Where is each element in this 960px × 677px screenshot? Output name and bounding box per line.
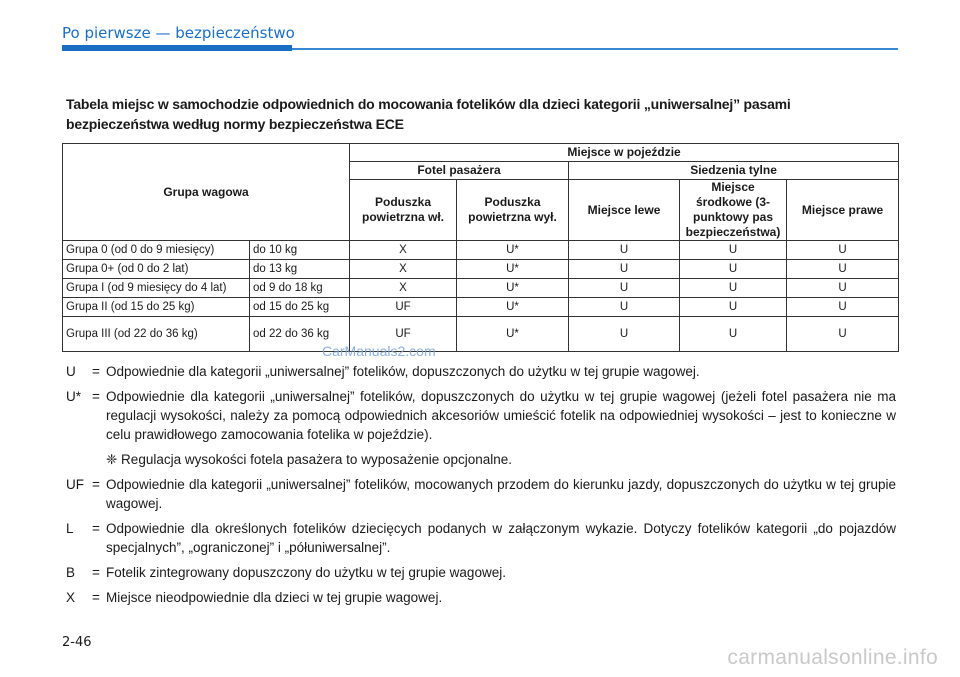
legend-equals: = [92,477,100,492]
cell-weight: od 9 do 18 kg [250,279,350,298]
legend-key: U [66,364,76,379]
cell-weight: od 15 do 25 kg [250,298,350,317]
cell-value: X [350,260,457,279]
legend-item [66,519,896,557]
table-row [63,317,899,352]
cell-value: U [569,279,680,298]
cell-weight: do 13 kg [250,260,350,279]
legend-equals: = [92,389,100,404]
cell-value: U [569,317,680,352]
cell-group: Grupa 0 (od 0 do 9 miesięcy) [63,241,250,260]
cell-value: U [787,279,899,298]
cell-value: UF [350,317,457,352]
cell-value: U [787,298,899,317]
cell-value: U [680,317,787,352]
legend-note: ❈ Regulacja wysokości fotela pasażera to wyposażenie opcjonalne. [106,452,513,467]
header-rear-left: Miejsce lewe [569,180,680,241]
cell-value: U* [457,317,569,352]
header-rear-center: Miejsce środkowe (3-punktowy pas bezpieczeństwa) [680,180,787,241]
legend-equals: = [92,565,100,580]
cell-value: U [569,260,680,279]
cell-value: U [680,279,787,298]
legend-text: Odpowiednie dla kategorii „uniwersalnej” fotelików, mocowanych przodem do kierunku jazdy, dopuszczonych do użytku w tej grupie wagowej. [106,477,896,511]
section-title: Po pierwsze — bezpieczeństwo [62,24,295,42]
table-row [63,241,899,260]
cell-value: UF [350,298,457,317]
page-number: 2-46 [62,635,92,650]
legend-key: U* [66,389,82,404]
page-heading [66,94,896,134]
header-vehicle-place: Miejsce w pojeździe [350,144,899,162]
header-rule-accent [62,45,292,51]
cell-value: U [787,241,899,260]
legend-equals: = [92,521,100,536]
table-row [63,298,899,317]
cell-weight: od 22 do 36 kg [250,317,350,352]
cell-group: Grupa II (od 15 do 25 kg) [63,298,250,317]
header-airbag-off: Poduszka powietrzna wył. [457,180,569,241]
legend-item [66,387,896,444]
legend-text: Odpowiednie dla określonych fotelików dziecięcych podanych w załączonym wykazie. Dotyczy fotelików kategorii „do pojazdów specjalnych”, „ograniczonej” i „półuniwersalnej”. [106,521,896,555]
page-heading-line1: Tabela miejsc w samochodzie odpowiednich do mocowania fotelików dla dzieci kategorii „uniwersalnej” pasami [66,96,791,112]
legend-item [66,475,896,513]
legend-text: Odpowiednie dla kategorii „uniwersalnej” fotelików, dopuszczonych do użytku w tej grupie wagowej. [106,364,700,379]
cell-weight: do 10 kg [250,241,350,260]
child-seat-table [62,143,899,352]
legend-key: UF [66,477,84,492]
header-front-passenger: Fotel pasażera [350,162,569,180]
watermark-carmanualsonline: carmanualsonline.info [727,646,938,669]
legend-key: X [66,590,76,605]
table-row [63,279,899,298]
cell-value: U [569,298,680,317]
legend-text: Odpowiednie dla kategorii „uniwersalnej” fotelików, dopuszczonych do użytku w tej grupie wagowej (jeżeli fotel pasażera nie ma regulacji wysokości, należy za pomocą odpowiednich akcesoriów umieścić fotelik na odpowiedniej wysokości – jest to konieczne w celu prawidłowego zamocowania fotelika w pojeździe). [106,389,896,442]
legend-key: L [66,521,74,536]
watermark-carmanuals2: CarManuals2.com [322,343,436,359]
cell-value: U* [457,260,569,279]
legend-key: B [66,565,76,580]
cell-group: Grupa 0+ (od 0 do 2 lat) [63,260,250,279]
header-airbag-on: Poduszka powietrzna wł. [350,180,457,241]
page-heading-line2: bezpieczeństwa według normy bezpieczeństwa ECE [66,116,404,132]
table-row [63,260,899,279]
cell-value: U* [457,279,569,298]
cell-value: X [350,279,457,298]
legend-item [66,588,896,607]
legend-equals: = [92,590,100,605]
cell-group: Grupa III (od 22 do 36 kg) [63,317,250,352]
legend-text: Fotelik zintegrowany dopuszczony do użytku w tej grupie wagowej. [106,565,506,580]
cell-value: U [680,241,787,260]
header-weight-group: Grupa wagowa [63,144,350,241]
cell-value: U [787,260,899,279]
legend-text: Miejsce nieodpowiednie dla dzieci w tej grupie wagowej. [106,590,443,605]
cell-value: X [350,241,457,260]
cell-value: U [680,298,787,317]
legend-equals: = [92,364,100,379]
cell-value: U [569,241,680,260]
legend-item [66,563,896,582]
cell-value: U [787,317,899,352]
legend-item [66,362,896,381]
cell-group: Grupa I (od 9 miesięcy do 4 lat) [63,279,250,298]
header-rear-right: Miejsce prawe [787,180,899,241]
cell-value: U* [457,298,569,317]
header-rear-seats: Siedzenia tylne [569,162,899,180]
legend [66,362,896,613]
cell-value: U* [457,241,569,260]
cell-value: U [680,260,787,279]
